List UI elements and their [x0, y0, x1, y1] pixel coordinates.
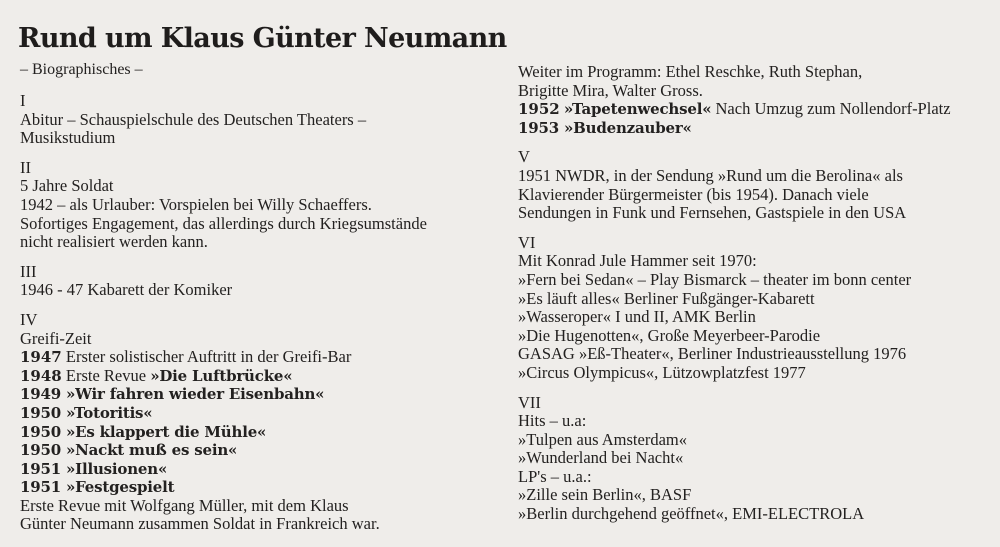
body-text: Musikstudium	[20, 128, 116, 148]
text-line	[20, 515, 490, 534]
body-text: Greifi-Zeit	[20, 328, 92, 348]
body-text: 5 Jahre Soldat	[20, 176, 114, 196]
section-ii	[20, 159, 490, 252]
text-line	[518, 186, 988, 205]
text-line	[518, 449, 988, 468]
text-line	[20, 348, 490, 367]
body-text: nicht realisiert werden kann.	[20, 232, 208, 252]
section-numeral: IV	[20, 309, 38, 329]
body-text: Erste Revue	[61, 365, 151, 385]
text-line	[20, 367, 490, 386]
section-iv	[20, 311, 490, 534]
section-numeral: I	[20, 91, 26, 110]
section-numeral: II	[20, 157, 31, 177]
body-text: »Circus Olympicus«, Lützowplatzfest 1977	[518, 362, 806, 382]
body-text: »Fern bei Sedan« – Play Bismarck – theater im bonn center	[518, 269, 912, 289]
text-line	[20, 177, 490, 196]
body-text: Weiter im Programm: Ethel Reschke, Ruth Stephan,	[518, 62, 863, 81]
emphasis-text: 1951 »Illusionen«	[20, 459, 168, 478]
emphasis-text: 1947	[20, 348, 62, 367]
emphasis-text: »Die Luftbrücke«	[150, 366, 293, 385]
text-line	[518, 364, 988, 383]
text-line	[20, 233, 490, 252]
text-line	[518, 100, 988, 119]
text-line	[20, 497, 490, 516]
emphasis-text: 1950 »Es klappert die Mühle«	[20, 422, 267, 441]
body-text: Abitur – Schauspielschule des Deutschen Theaters –	[20, 109, 367, 129]
text-line	[20, 460, 490, 479]
body-text: Nach Umzug zum Nollendorf-Platz	[711, 99, 951, 119]
body-text: Klavierender Bürgermeister (bis 1954). Danach viele	[518, 184, 869, 204]
body-text: 1951 NWDR, in der Sendung »Rund um die Berolina« als	[518, 165, 903, 185]
section-iii	[20, 263, 490, 300]
body-text: »Die Hugenotten«, Große Meyerbeer-Parodie	[518, 325, 821, 345]
page-title: Rund um Klaus Günter Neumann	[18, 23, 507, 54]
section-numeral: III	[20, 261, 37, 281]
text-line	[518, 486, 988, 505]
right-column	[518, 63, 988, 535]
body-text: »Es läuft alles« Berliner Fußgänger-Kabarett	[518, 288, 815, 308]
emphasis-text: 1950 »Totoritis«	[20, 403, 153, 422]
text-line	[518, 431, 988, 450]
section-vii	[518, 394, 988, 524]
body-text: »Zille sein Berlin«, BASF	[518, 485, 692, 505]
body-text: Günter Neumann zusammen Soldat in Frankreich war.	[20, 514, 380, 534]
body-text: 1946 - 47 Kabarett der Komiker	[20, 280, 233, 300]
body-text: Hits – u.a:	[518, 411, 587, 431]
text-line	[518, 290, 988, 309]
text-line	[518, 327, 988, 346]
text-line	[518, 63, 988, 82]
body-text: Sendungen in Funk und Fernsehen, Gastspiele in den USA	[518, 203, 907, 223]
text-line	[518, 412, 988, 431]
text-line	[518, 308, 988, 327]
emphasis-text: »Tapetenwechsel«	[563, 100, 712, 119]
right-sections	[518, 148, 988, 523]
body-text: LP's – u.a.:	[518, 466, 592, 486]
emphasis-text: 1951 »Festgespielt	[20, 478, 175, 497]
text-line	[20, 385, 490, 404]
emphasis-text: 1952	[518, 100, 560, 119]
text-line	[20, 215, 490, 234]
section-numeral: VI	[518, 232, 536, 252]
body-text: »Wunderland bei Nacht«	[518, 448, 684, 468]
emphasis-text: 1948	[20, 366, 62, 385]
emphasis-text: 1950 »Nackt muß es sein«	[20, 441, 238, 460]
body-text: Erste Revue mit Wolfgang Müller, mit dem Klaus	[20, 495, 349, 515]
text-line	[518, 271, 988, 290]
body-text: Sofortiges Engagement, das allerdings durch Kriegsumstände	[20, 213, 427, 233]
text-line	[20, 478, 490, 497]
left-column	[20, 92, 490, 545]
text-line	[518, 468, 988, 487]
text-line	[518, 82, 988, 101]
text-line	[518, 119, 988, 138]
text-line	[20, 129, 490, 148]
body-text: GASAG »Eß-Theater«, Berliner Industrieausstellung 1976	[518, 344, 907, 364]
body-text: 1942 – als Urlauber: Vorspielen bei Willy Schaeffers.	[20, 194, 372, 214]
section-iv-continuation	[518, 63, 988, 137]
body-text: »Wasseroper« I und II, AMK Berlin	[518, 307, 756, 327]
text-line	[518, 167, 988, 186]
section-i	[20, 92, 490, 148]
text-line	[518, 345, 988, 364]
body-text: »Berlin durchgehend geöffnet«, EMI-ELECTROLA	[518, 504, 865, 524]
text-line	[20, 404, 490, 423]
text-line	[20, 441, 490, 460]
text-line	[518, 505, 988, 524]
text-line	[518, 252, 988, 271]
text-line	[518, 204, 988, 223]
body-text: »Tulpen aus Amsterdam«	[518, 429, 687, 449]
section-numeral: VII	[518, 392, 541, 412]
text-line	[20, 111, 490, 130]
emphasis-text: 1953 »Budenzauber«	[518, 118, 692, 137]
section-numeral: V	[518, 147, 530, 167]
text-line	[20, 281, 490, 300]
emphasis-text: 1949 »Wir fahren wieder Eisenbahn«	[20, 385, 325, 404]
text-line	[20, 196, 490, 215]
section-vi	[518, 234, 988, 383]
body-text: Brigitte Mira, Walter Gross.	[518, 80, 703, 100]
section-v	[518, 148, 988, 222]
body-text: Mit Konrad Jule Hammer seit 1970:	[518, 251, 757, 271]
page-subtitle: – Biographisches –	[20, 61, 143, 78]
body-text: Erster solistischer Auftritt in der Greifi-Bar	[61, 347, 352, 367]
text-line	[20, 330, 490, 349]
text-line	[20, 423, 490, 442]
